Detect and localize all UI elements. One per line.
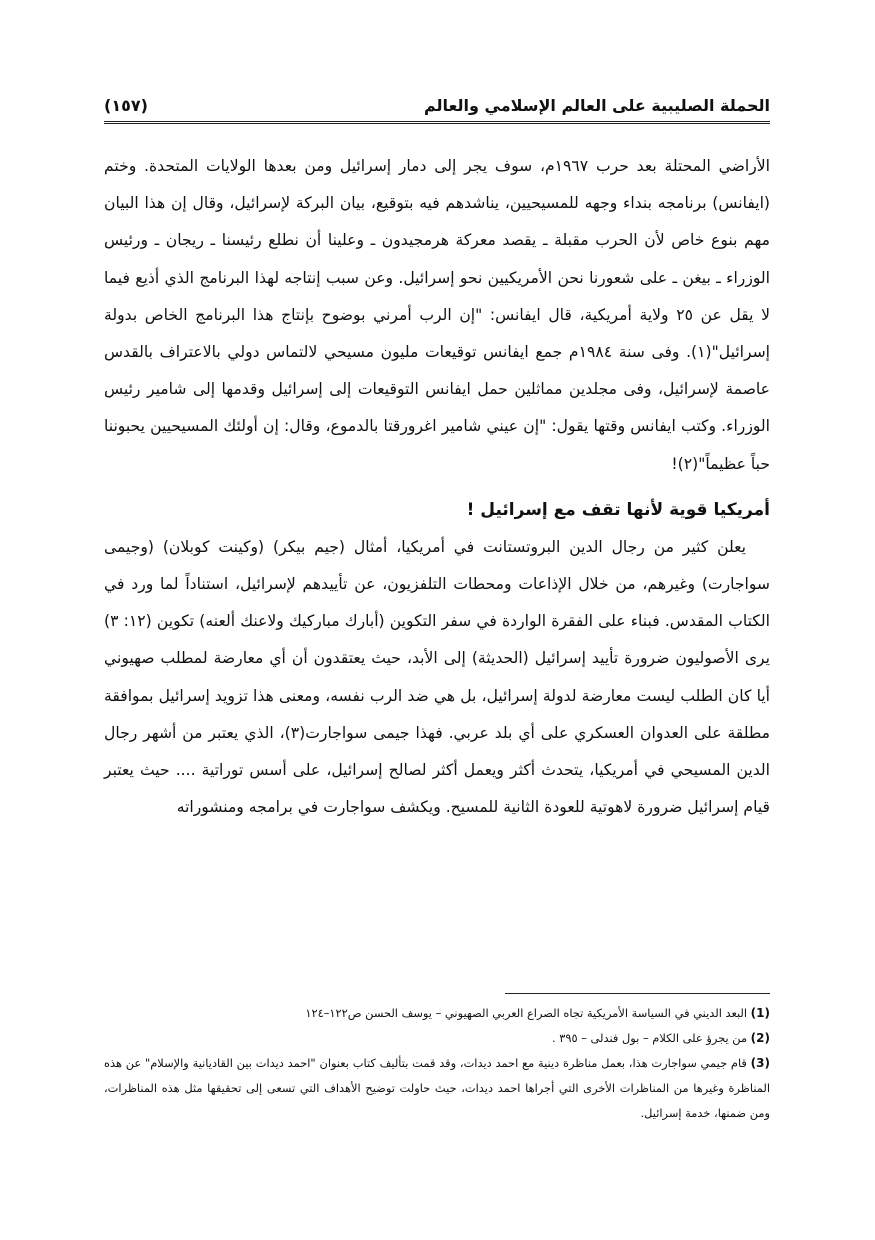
body-paragraph: الأراضي المحتلة بعد حرب ١٩٦٧م، سوف يجر إلى دمار إسرائيل ومن بعدها الولايات المتحدة. وختم (ايفانس) برنامجه بنداء وجهه للمسيحيين، يناشدهم فيه بتوقيع، بيان البركة لإسرائيل، وقال إن هذا البيان مهم بنوع خاص لأن الحرب مقبلة ـ يقصد معركة هرمجيدون ـ وعلينا أن نطلع رئيسنا ـ ريجان ـ ورئيس الوزراء ـ بيغن ـ على شعورنا نحن الأمريكيين نحو إسرائيل. وعن سبب إنتاجه لهذا البرنامج الذي أذيع فيما لا يقل عن ٢٥ ولاية أمريكية، قال ايفانس: "إن الرب أمرني بوضوح بإنتاج هذا البرنامج الخاص بدولة إسرائيل"(١). وفى سنة ١٩٨٤م جمع ايفانس توقيعات مليون مسيحي لالتماس دولي بالاعتراف بالقدس عاصمة لإسرائيل، وفى مجلدين مماثلين حمل ايفانس التوقيعات إلى إسرائيل وقدمها إلى شامير رئيس الوزراء. وكتب ايفانس وقتها يقول: "إن عيني شامير اغرورقتا بالدموع، وقال: إن أولئك المسيحيين يحبوننا حباً عظيماً"(٢)!	[104, 157, 771, 473]
footnote-item	[104, 1051, 770, 1126]
section-heading: أمريكيا قوية لأنها تقف مع إسرائيل !	[466, 499, 770, 520]
running-header	[104, 90, 770, 120]
header-divider	[104, 121, 770, 124]
page-number: (١٥٧)	[104, 95, 148, 115]
footnote-number: (2)	[750, 1031, 770, 1045]
main-text	[104, 148, 770, 826]
footnotes	[104, 1001, 770, 1126]
footnote-number: (3)	[750, 1056, 770, 1070]
footnote-item	[104, 1001, 770, 1026]
footnote-text: قام جيمي سواجارت هذا، بعمل مناظرة دينية مع احمد ديدات، وقد قمت بتأليف كتاب بعنوان "احمد ديدات بين القاديانية والإسلام" عن هذه المناظرة وغيرها من المناظرات الأخرى التي أجراها احمد ديدات، حيث حاولت توضيح الأهداف التي تسعى إلى تحقيقها مثل هذه المناظرات، ومن ضمنها، خدمة إسرائيل.	[104, 1056, 770, 1120]
footnote-text: البعد الديني في السياسة الأمريكية تجاه الصراع العربي الصهيوني – يوسف الحسن ص١٢٢–١٢٤	[305, 1006, 748, 1020]
footnote-number: (1)	[750, 1006, 770, 1020]
footnote-text: من يجرؤ على الكلام – بول فندلى – ٣٩٥ .	[552, 1031, 748, 1045]
header-title: الحملة الصليبية على العالم الإسلامي والعالم	[423, 95, 770, 115]
footnote-divider	[505, 993, 770, 994]
footnote-item	[104, 1026, 770, 1051]
body-paragraph: يعلن كثير من رجال الدين البروتستانت في أمريكيا، أمثال (جيم بيكر) (وكينت كوبلان) (وجيمى سواجارت) وغيرهم، من خلال الإذاعات ومحطات التلفزيون، عن تأييدهم لإسرائيل، استناداً لما ورد في الكتاب المقدس. فبناء على الفقرة الواردة في سفر التكوين (أبارك مباركيك ولاعنك ألعنه) تكوين (١٢: ٣) يرى الأصوليون ضرورة تأييد إسرائيل (الحديثة) إلى الأبد، حيث يعتقدون أن أي معارضة لمطلب صهيوني أيا كان الطلب ليست معارضة لدولة إسرائيل، بل هي ضد الرب نفسه، ومعنى هذا تزويد إسرائيل بموافقة مطلقة على العدوان العسكري على أي بلد عربي. فهذا جيمى سواجارت(٣)، الذي يعتبر من أشهر رجال الدين المسيحي في أمريكيا، يتحدث أكثر ويعمل أكثر لصالح إسرائيل، على أسس توراتية .... حيث يعتبر قيام إسرائيل ضرورة لاهوتية للعودة الثانية للمسيح. ويكشف سواجارت في برامجه ومنشوراته	[104, 537, 771, 817]
